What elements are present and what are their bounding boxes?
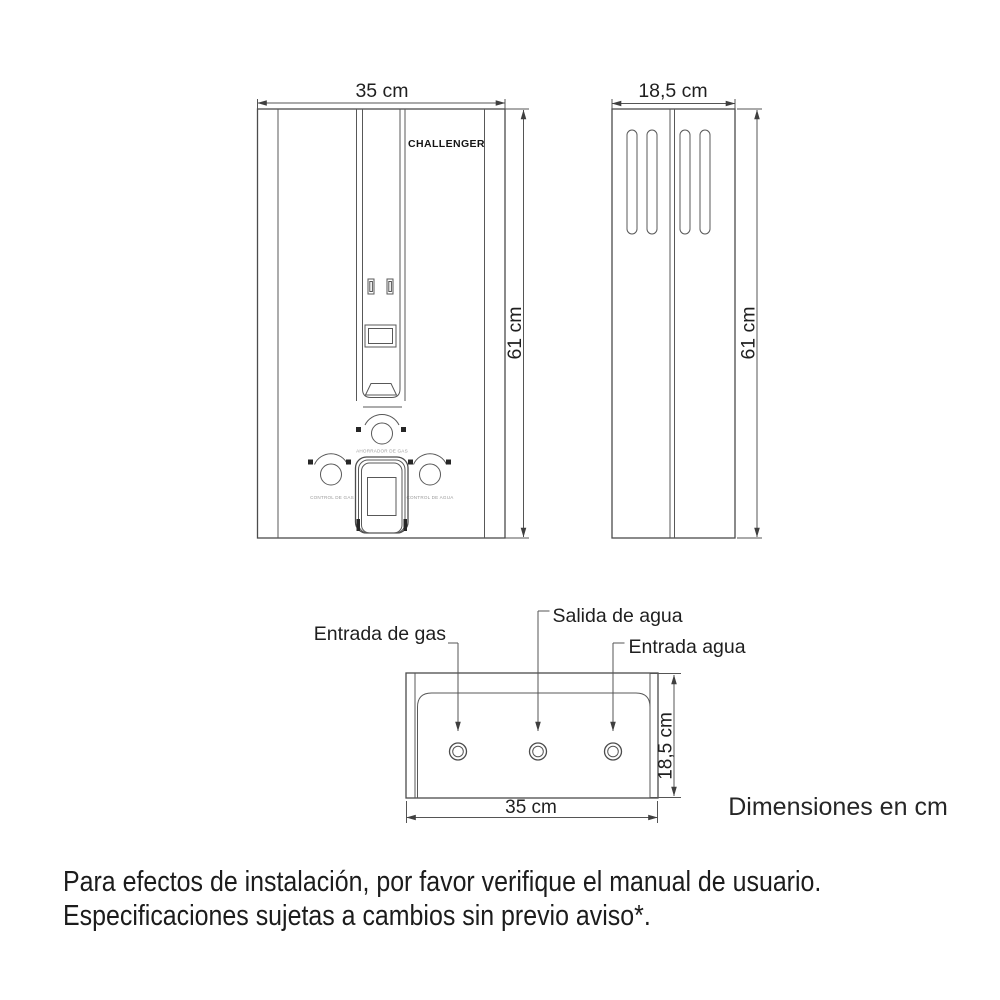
water-control-arc — [414, 454, 447, 465]
gas-saver-knob — [356, 414, 408, 453]
bottom-width-dimension — [407, 797, 658, 823]
footer-notes — [63, 866, 821, 933]
vent-slot — [680, 130, 690, 234]
vent-slot — [647, 130, 657, 234]
water-control-mark-left — [408, 460, 413, 465]
gas-saver-dial — [372, 423, 393, 444]
side-depth-dimension — [612, 80, 735, 109]
water-control-label: CONTROL DE AGUA — [406, 495, 454, 500]
gas-control-mark-right — [346, 460, 351, 465]
bottom-depth-label: 18,5 cm — [655, 712, 677, 780]
water-outlet-label: Salida de agua — [552, 605, 683, 627]
water-inlet-callout — [613, 636, 746, 731]
footer-line-2: Especificaciones sujetas a cambios sin previo aviso*. — [63, 899, 651, 932]
flue-slots — [368, 279, 393, 294]
footer-line-1: Para efectos de instalación, por favor verifique el manual de usuario. — [63, 866, 822, 898]
gas-control-mark-left — [308, 460, 313, 465]
water-inlet-port — [605, 743, 622, 760]
slot-left-inner — [370, 282, 373, 292]
bottom-view — [314, 605, 746, 823]
water-control-mark-right — [446, 460, 451, 465]
display-frame-outer — [356, 457, 409, 533]
port-hole — [453, 746, 464, 757]
vent-slot — [627, 130, 637, 234]
gas-saver-mark-left — [356, 427, 361, 432]
display-window — [368, 478, 397, 516]
display-frame-mid — [359, 460, 406, 533]
gas-control-arc — [315, 454, 348, 465]
port-ring — [530, 743, 547, 760]
front-height-dimension — [504, 109, 529, 538]
gas-inlet-port — [450, 743, 467, 760]
water-outlet-port — [530, 743, 547, 760]
display-hinge-left — [357, 519, 361, 531]
side-depth-label: 18,5 cm — [638, 80, 708, 102]
display-frame — [356, 457, 409, 533]
water-inlet-label: Entrada agua — [628, 636, 746, 658]
side-height-dimension — [737, 109, 762, 538]
side-body-outline — [612, 109, 735, 538]
port-ring — [605, 743, 622, 760]
side-vent-slots — [627, 130, 710, 234]
front-body-outline — [258, 109, 506, 538]
gas-inlet-label: Entrada de gas — [313, 623, 446, 645]
side-height-label: 61 cm — [737, 306, 760, 360]
gas-control-label: CONTROL DE GAS — [310, 495, 354, 500]
flue-cover — [363, 109, 401, 398]
port-ring — [450, 743, 467, 760]
gas-inlet-callout — [314, 623, 458, 731]
front-width-label: 35 cm — [355, 80, 409, 102]
water-control-dial — [420, 464, 441, 485]
water-outlet-callout — [538, 605, 683, 731]
water-control-knob — [407, 454, 455, 500]
gas-saver-mark-right — [401, 427, 406, 432]
front-view — [258, 80, 530, 538]
gas-saver-label: AHORRADOR DE GAS — [356, 448, 408, 454]
brand-logo: CHALLENGER — [408, 138, 485, 150]
pilot-window — [369, 329, 393, 344]
gas-control-knob — [308, 454, 354, 500]
vent-slot — [700, 130, 710, 234]
flue-vent — [366, 384, 397, 396]
slot-right-inner — [389, 282, 392, 292]
front-height-label: 61 cm — [504, 306, 526, 360]
display-hinge-right — [404, 519, 408, 531]
units-note: Dimensiones en cm — [728, 793, 948, 821]
bottom-depth-dimension — [650, 674, 681, 798]
side-view — [612, 80, 762, 538]
front-width-dimension — [258, 80, 506, 109]
bottom-body-outline — [406, 673, 658, 798]
gas-control-dial — [321, 464, 342, 485]
bottom-width-label: 35 cm — [505, 797, 557, 818]
port-hole — [533, 746, 544, 757]
port-hole — [608, 746, 619, 757]
